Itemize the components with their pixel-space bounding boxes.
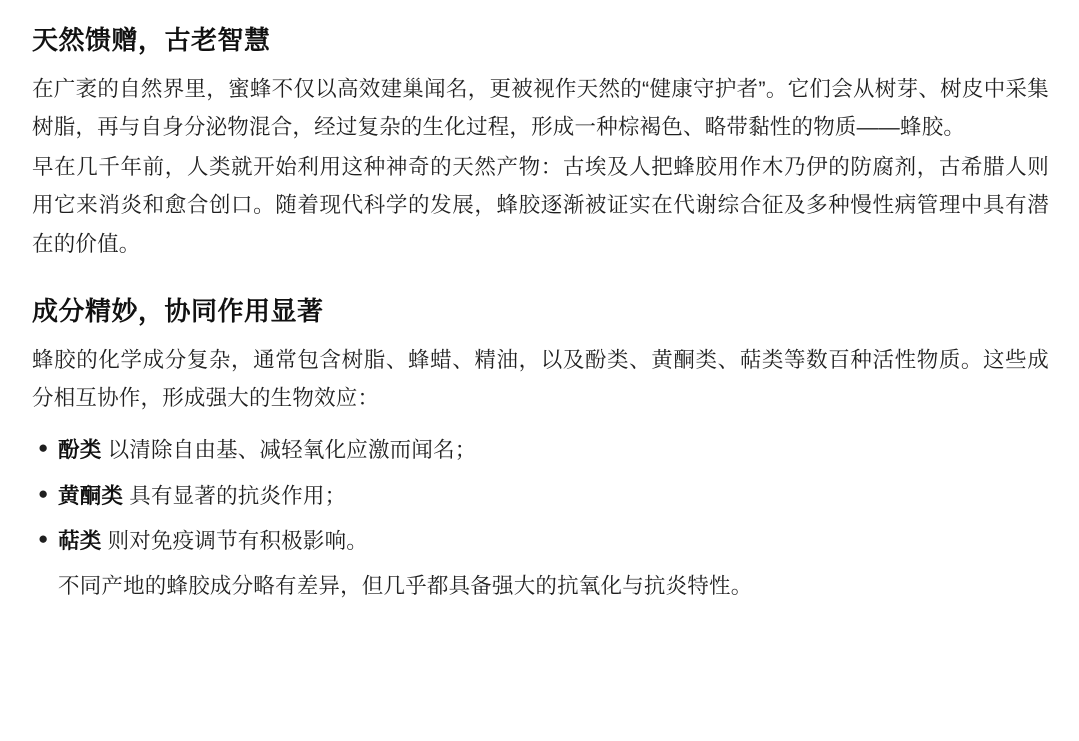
composition-list (32, 431, 1049, 560)
list-item-term: 萜类 (58, 528, 102, 553)
list-item-term: 酚类 (58, 438, 102, 463)
paragraph-historical-use: 早在几千年前，人类就开始利用这种神奇的天然产物：古埃及人把蜂胶用作木乃伊的防腐剂，古希腊人则用它来消炎和愈合创口。随着现代科学的发展，蜂胶逐渐被证实在代谢综合征及多种慢性病管理中具有潜在的价值。 (32, 155, 1049, 256)
list-item-text: 则对免疫调节有积极影响。 (101, 528, 368, 553)
paragraph-origin-variation: 不同产地的蜂胶成分略有差异，但几乎都具备强大的抗氧化与抗炎特性。 (58, 574, 753, 599)
list-item-text: 以清除自由基、减轻氧化应激而闻名； (101, 438, 477, 463)
list-item (32, 477, 1049, 515)
section-spacer (32, 263, 1049, 281)
bullet-icon: ● (38, 528, 49, 548)
list-item-term: 黄酮类 (58, 483, 124, 508)
list-item (32, 431, 1049, 469)
list-item (32, 522, 1049, 560)
list-item-text: 具有显著的抗炎作用； (123, 483, 347, 508)
bullet-icon: ● (38, 483, 49, 503)
paragraph-chemical-composition: 蜂胶的化学成分复杂，通常包含树脂、蜂蜡、精油，以及酚类、黄酮类、萜类等数百种活性物质。这些成分相互协作，形成强大的生物效应： (32, 347, 1049, 410)
bullet-icon: ● (38, 438, 49, 458)
paragraph-bee-resin-origin: 在广袤的自然界里，蜜蜂不仅以高效建巢闻名，更被视作天然的“健康守护者”。它们会从树芽、树皮中采集树脂，再与自身分泌物混合，经过复杂的生化过程，形成一种棕褐色、略带黏性的物质——蜂胶。 (32, 76, 1049, 139)
section-heading-composition: 成分精妙，协同作用显著 (32, 296, 324, 327)
section-heading-natural-gift: 天然馈赠，古老智慧 (32, 25, 271, 55)
